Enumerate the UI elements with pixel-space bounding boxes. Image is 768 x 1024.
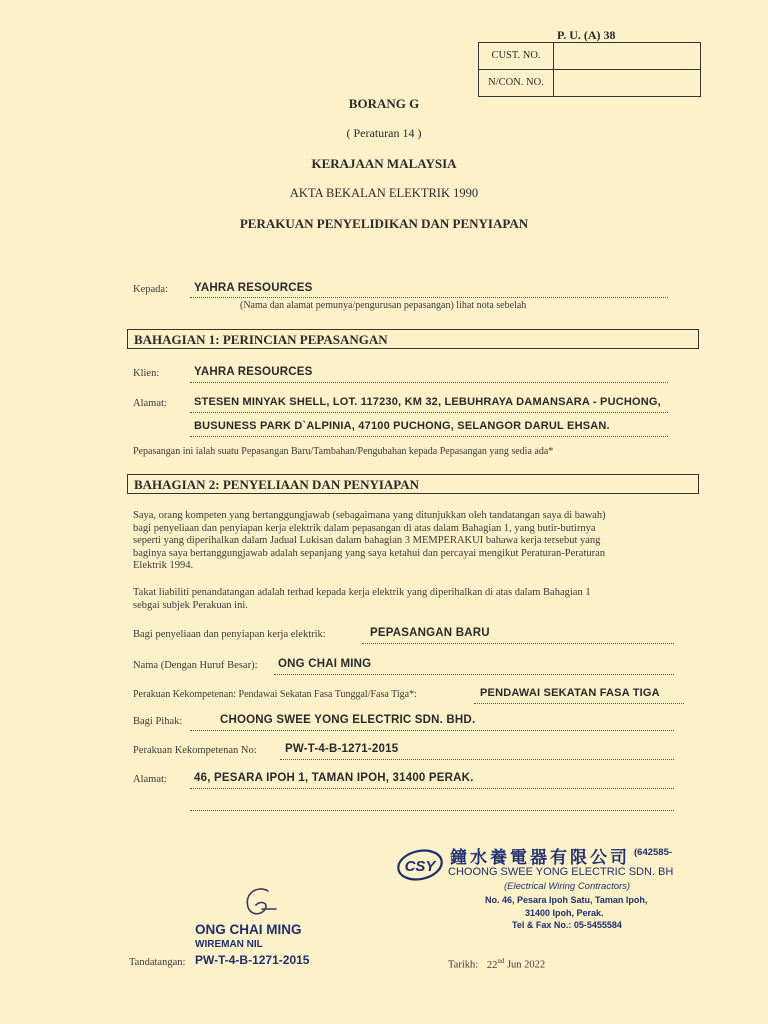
ncon-no-field[interactable] — [555, 70, 700, 96]
date-rest: Jun 2022 — [506, 959, 546, 971]
stamp-reg-no: (642585- — [634, 847, 673, 858]
paragraph1-line: baginya saya bertanggungjawab adalah sepanjang yang saya ketahui dan percayai mengikut Peraturan-Peraturan — [133, 547, 606, 559]
section1-title: BAHAGIAN 1: PERINCIAN PEPASANGAN — [127, 329, 699, 349]
section2-address-dotted-line-2 — [190, 810, 674, 811]
stamp-address1: No. 46, Pesara Ipoh Satu, Taman Ipoh, — [485, 895, 648, 905]
form-name: BORANG G — [348, 96, 420, 111]
party-dotted-line — [190, 730, 674, 731]
section2-address-label: Alamat: — [133, 774, 167, 785]
csy-logo-icon — [396, 845, 444, 885]
installation-note: Pepasangan ini ialah suatu Pepasangan Baru/Tambahan/Pengubahan kepada Pepasangan yang sedia ada* — [133, 446, 554, 457]
date-field — [448, 957, 545, 971]
signer-cert: PW-T-4-B-1271-2015 — [195, 953, 310, 967]
competency-label: Perakuan Kekompetenan: Pendawai Sekatan Fasa Tunggal/Fasa Tiga*: — [133, 689, 417, 700]
signer-name: ONG CHAI MING — [195, 922, 302, 937]
cert-no-dotted-line — [280, 759, 674, 760]
reference-table — [478, 42, 701, 97]
party-value: CHOONG SWEE YONG ELECTRIC SDN. BHD. — [220, 714, 476, 726]
work-dotted-line — [362, 643, 674, 644]
section2-address-dotted-line — [190, 788, 674, 789]
work-value: PEPASANGAN BARU — [370, 627, 490, 639]
section2-paragraph2 — [133, 587, 693, 612]
section2-address-value: 46, PESARA IPOH 1, TAMAN IPOH, 31400 PERAK. — [194, 772, 474, 784]
name-value: ONG CHAI MING — [278, 658, 372, 670]
recipient-note: (Nama dan alamat pemunya/pengurusan pepasangan) lihat nota sebelah — [240, 300, 527, 311]
client-label: Klien: — [133, 368, 160, 379]
recipient-dotted-line — [190, 297, 668, 298]
ncon-no-label: N/CON. NO. — [479, 70, 554, 96]
client-dotted-line — [190, 382, 668, 383]
address-line2-dotted — [190, 436, 668, 437]
section2-paragraph1 — [133, 510, 693, 573]
cert-no-label: Perakuan Kekompetenan No: — [133, 745, 257, 756]
date-label: Tarikh: — [448, 959, 479, 971]
address-line1-dotted — [190, 412, 668, 413]
date-day: 22 — [486, 959, 498, 971]
csy-logo-text: CSY — [404, 858, 436, 875]
ncon-no-row — [479, 70, 700, 96]
stamp-address2: 31400 Ipoh, Perak. — [525, 908, 604, 918]
name-label: Nama (Dengan Huruf Besar): — [133, 660, 258, 671]
cust-no-field[interactable] — [555, 43, 700, 69]
paragraph2-line: sebgai subjek Perakuan ini. — [133, 599, 248, 611]
section2-title: BAHAGIAN 2: PENYELIAAN DAN PENYIAPAN — [127, 474, 699, 494]
paragraph1-line: Saya, orang kompeten yang bertanggungjawab (sebagaimana yang ditunjukkan oleh tandatangan saya di bawah) — [133, 510, 606, 521]
competency-value: PENDAWAI SEKATAN FASA TIGA — [480, 687, 660, 699]
government: KERAJAAN MALAYSIA — [311, 156, 457, 171]
pu-reference: P. U. (A) 38 — [557, 28, 616, 42]
section1-address-line2: BUSUNESS PARK D`ALPINIA, 47100 PUCHONG, SELANGOR DARUL EHSAN. — [194, 420, 610, 432]
cust-no-label: CUST. NO. — [479, 43, 554, 69]
date-suffix: nd — [497, 957, 505, 965]
competency-dotted-line — [474, 703, 684, 704]
act-title: AKTA BEKALAN ELEKTRIK 1990 — [289, 186, 479, 200]
document-title: PERAKUAN PENYELIDIKAN DAN PENYIAPAN — [239, 216, 529, 231]
paragraph1-line: bagi penyeliaan dan penyiapan kerja elektrik dalam pepasangan di atas dalam Bahagian 1, yang butir-butirnya — [133, 522, 596, 534]
signature-label: Tandatangan: — [129, 957, 186, 968]
recipient-value: YAHRA RESOURCES — [194, 282, 313, 294]
stamp-subtitle: (Electrical Wiring Contractors) — [504, 881, 631, 892]
stamp-chinese-name: 鐘水養電器有限公司 — [450, 848, 630, 867]
cust-no-row — [479, 43, 700, 70]
client-value: YAHRA RESOURCES — [194, 366, 313, 378]
regulation: ( Peraturan 14 ) — [346, 126, 422, 140]
signer-title: WIREMAN NIL — [195, 939, 263, 950]
paragraph1-line: Elektrik 1994. — [133, 560, 194, 571]
cert-no-value: PW-T-4-B-1271-2015 — [285, 743, 399, 755]
recipient-label: Kepada: — [133, 284, 168, 295]
party-label: Bagi Pihak: — [133, 716, 183, 727]
paragraph1-line: seperti yang diperihalkan dalam Jadual Lukisan dalam bahagian 3 MEMPERAKUI bahawa kerja tersebut yang — [133, 535, 601, 546]
section1-address-line1: STESEN MINYAK SHELL, LOT. 117230, KM 32, LEBUHRAYA DAMANSARA - PUCHONG, — [194, 396, 661, 408]
work-label: Bagi penyeliaan dan penyiapan kerja elektrik: — [133, 629, 326, 640]
paragraph2-line: Takat liabiliti penandatangan adalah terhad kepada kerja elektrik yang diperihalkan di atas dalam Bahagian 1 — [133, 587, 591, 598]
stamp-company-name: CHOONG SWEE YONG ELECTRIC SDN. BH — [448, 866, 674, 878]
signature-scribble-icon — [240, 885, 280, 921]
name-dotted-line — [274, 674, 674, 675]
stamp-phone: Tel & Fax No.: 05-5455584 — [512, 920, 622, 930]
section1-address-label: Alamat: — [133, 398, 167, 409]
